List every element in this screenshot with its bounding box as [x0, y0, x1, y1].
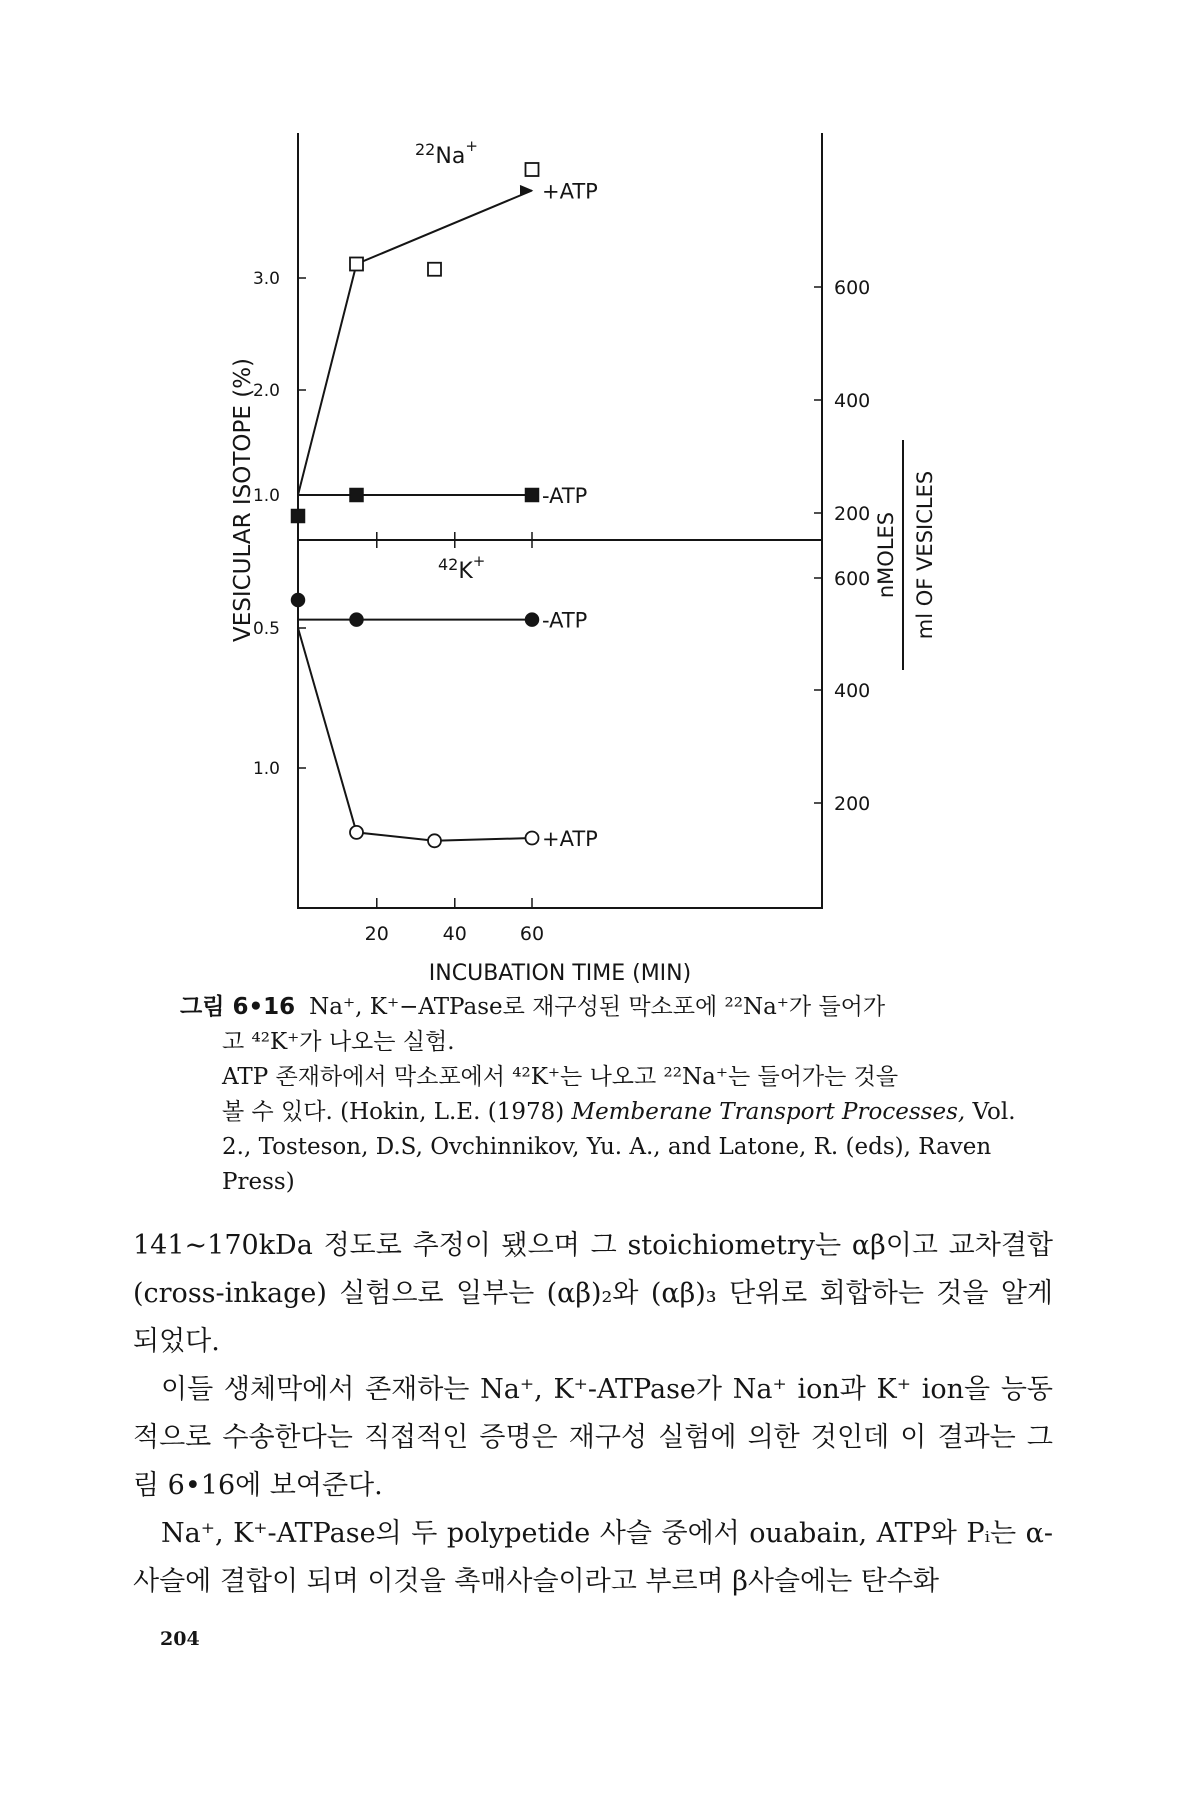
series-line [298, 191, 532, 496]
caption-line-4 [180, 1095, 1040, 1130]
data-point [428, 834, 441, 847]
caption-line-2: 고 ⁴²K⁺가 나오는 실험. [222, 1029, 455, 1055]
x-axis-title: INCUBATION TIME (MIN) [428, 961, 692, 986]
x-tick-label: 20 [364, 923, 389, 945]
x-tick-label: 60 [519, 923, 545, 945]
caption-line-5: 2., Tosteson, D.S, Ovchinnikov, Yu. A., and Latone, R. (eds), Raven Press) [222, 1134, 992, 1195]
data-point [526, 832, 539, 845]
data-point [350, 826, 363, 839]
series-label: +ATP [542, 827, 598, 851]
y-axis-title-right-top: nMOLES [874, 511, 898, 599]
series-line [298, 628, 532, 841]
caption-text-4: 볼 수 있다. (Hokin, L.E. (1978) [222, 1099, 572, 1125]
data-point [428, 263, 441, 276]
paragraph-1: 141∼170kDa 정도로 추정이 됐으며 그 stoichiometry는 αβ이고 교차결합(cross-inkage) 실험으로 일부는 (αβ)₂와 (αβ)₃ 단위로 회합하는 것을 알게 되었다. [133, 1230, 1053, 1357]
caption-line-3: ATP 존재하에서 막소포에서 ⁴²K⁺는 나오고 ²²Na⁺는 들어가는 것을 [222, 1064, 899, 1090]
plot-frame [298, 133, 822, 908]
x-tick-label: 40 [442, 923, 467, 945]
data-point [350, 613, 363, 626]
page-number: 204 [160, 1628, 200, 1650]
caption-text-4-tail: Vol. [965, 1099, 1016, 1125]
y-right-tick-label: 400 [834, 390, 871, 412]
y-left-tick-label: 1.0 [252, 759, 280, 779]
panel-name: $^{22}$Na+ [415, 137, 478, 169]
figure-caption [180, 990, 1040, 1200]
data-point [350, 258, 363, 271]
data-point [526, 163, 539, 176]
y-left-tick-label: 0.5 [252, 619, 280, 639]
data-point [526, 613, 539, 626]
caption-book-title: Memberane Transport Processes, [571, 1099, 966, 1125]
y-right-tick-label: 200 [834, 503, 871, 525]
y-right-tick-label: 200 [834, 793, 871, 815]
series-label: -ATP [542, 608, 588, 633]
y-right-tick-label: 600 [834, 277, 871, 299]
y-left-tick-label: 1.0 [252, 486, 280, 506]
body-text [133, 1222, 1053, 1606]
caption-line-1 [180, 994, 885, 1020]
y-axis-title-right-bottom: ml OF VESICLES [913, 470, 937, 640]
y-right-tick-label: 600 [834, 568, 871, 590]
paragraph-3: Na⁺, K⁺-ATPase의 두 polypetide 사슬 중에서 ouabain, ATP와 Pᵢ는 α-사슬에 결합이 되며 이것을 촉매사슬이라고 부르며 β사슬에는 탄수화 [133, 1518, 1053, 1597]
paragraph-2: 이들 생체막에서 존재하는 Na⁺, K⁺-ATPase가 Na⁺ ion과 K⁺ ion을 능동적으로 수송한다는 직접적인 증명은 재구성 실험에 의한 것인데 이 결과는 그림 6•16에 보여준다. [133, 1374, 1053, 1501]
y-left-tick-label: 2.0 [252, 381, 280, 401]
caption-label: 그림 6•16 [180, 994, 296, 1020]
y-axis-title-left: VESICULAR ISOTOPE (%) [230, 357, 256, 643]
data-point [292, 594, 305, 607]
series-label: -ATP [542, 484, 588, 508]
y-left-tick-label: 3.0 [252, 269, 280, 289]
caption-text-1: Na⁺, K⁺−ATPase로 재구성된 막소포에 ²²Na⁺가 들어가 [309, 994, 886, 1020]
data-point [526, 489, 539, 502]
panel-name: $^{42}$K+ [438, 552, 486, 584]
data-point [292, 510, 305, 523]
series-label: +ATP [542, 179, 598, 204]
data-point [350, 489, 363, 502]
y-right-tick-label: 400 [834, 680, 871, 702]
